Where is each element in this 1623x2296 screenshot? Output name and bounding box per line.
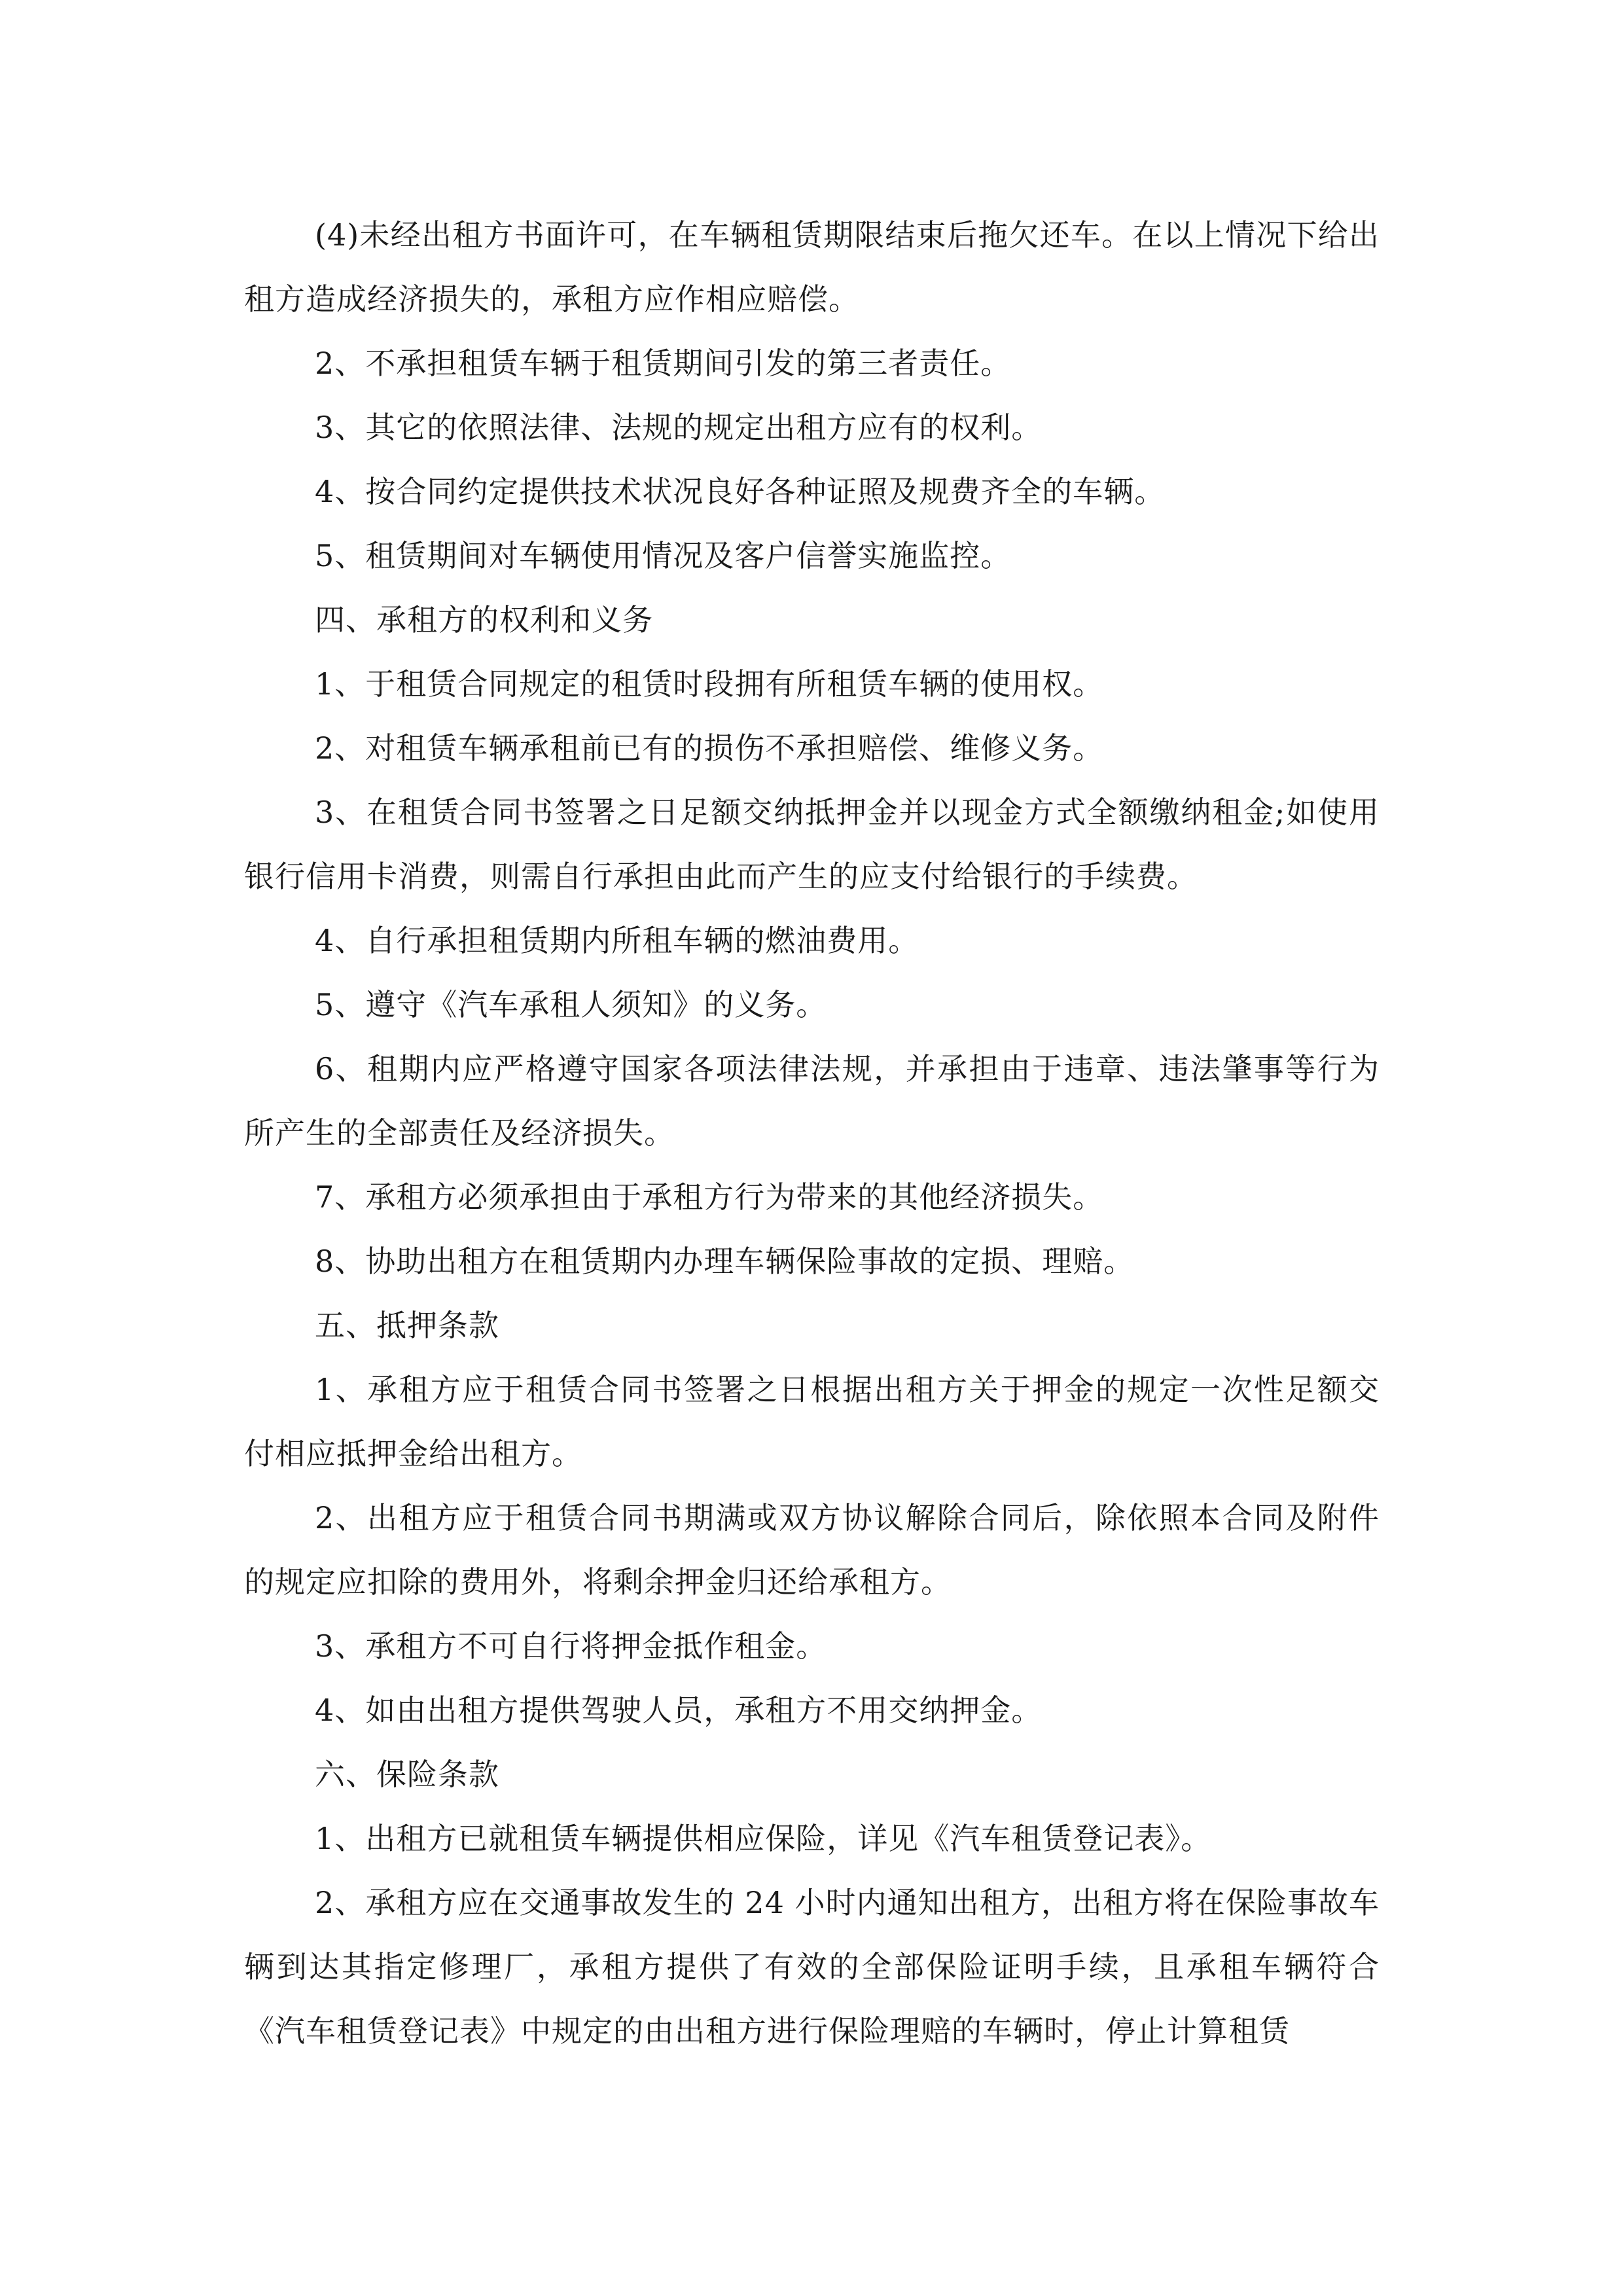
section-heading-insurance: 六、保险条款	[315, 1757, 499, 1792]
paragraph-other-losses: 7、承租方必须承担由于承租方行为带来的其他经济损失。	[315, 1179, 1104, 1215]
paragraph-deposit-lump-sum: 1、承租方应于租赁合同书签署之日根据出租方关于押金的规定一次性足额交付相应抵押金给出租方。	[244, 1372, 1380, 1471]
paragraph-deposit-not-rent: 3、承租方不可自行将押金抵作租金。	[315, 1628, 827, 1664]
document-page	[244, 203, 1380, 2063]
paragraph-deposit-payment: 3、在租赁合同书签署之日足额交纳抵押金并以现金方式全额缴纳租金;如使用银行信用卡消费，则需自行承担由此而产生的应支付给银行的手续费。	[244, 795, 1380, 894]
paragraph-lessee-notice: 5、遵守《汽车承租人须知》的义务。	[315, 987, 827, 1022]
section-heading-lessee-rights: 四、承租方的权利和义务	[315, 602, 653, 637]
paragraph-accident-notice: 2、承租方应在交通事故发生的 24 小时内通知出租方，出租方将在保险事故车辆到达其指定修理厂，承租方提供了有效的全部保险证明手续，且承租车辆符合《汽车租赁登记表》中规定的由出租方进行保险理赔的车辆时，停止计算租赁	[244, 1885, 1380, 2049]
paragraph-overdue-return: (4)未经出租方书面许可，在车辆租赁期限结束后拖欠还车。在以上情况下给出租方造成经济损失的，承租方应作相应赔偿。	[244, 217, 1380, 317]
paragraph-provide-vehicle: 4、按合同约定提供技术状况良好各种证照及规费齐全的车辆。	[315, 474, 1166, 509]
paragraph-monitoring: 5、租赁期间对车辆使用情况及客户信誉实施监控。	[315, 538, 1012, 573]
paragraph-third-party-liability: 2、不承担租赁车辆于租赁期间引发的第三者责任。	[315, 346, 1012, 381]
paragraph-prior-damage: 2、对租赁车辆承租前已有的损伤不承担赔偿、维修义务。	[315, 730, 1104, 766]
paragraph-insurance-provided: 1、出租方已就租赁车辆提供相应保险，详见《汽车租赁登记表》。	[315, 1821, 1212, 1856]
paragraph-other-rights: 3、其它的依照法律、法规的规定出租方应有的权利。	[315, 410, 1043, 445]
paragraph-fuel-cost: 4、自行承担租赁期内所租车辆的燃油费用。	[315, 923, 919, 958]
paragraph-obey-laws: 6、租期内应严格遵守国家各项法律法规，并承担由于违章、违法肇事等行为所产生的全部责任及经济损失。	[244, 1051, 1380, 1151]
paragraph-deposit-refund: 2、出租方应于租赁合同书期满或双方协议解除合同后，除依照本合同及附件的规定应扣除的费用外，将剩余押金归还给承租方。	[244, 1500, 1380, 1600]
paragraph-driver-no-deposit: 4、如由出租方提供驾驶人员，承租方不用交纳押金。	[315, 1693, 1043, 1728]
section-heading-deposit: 五、抵押条款	[315, 1308, 499, 1343]
paragraph-assist-claims: 8、协助出租方在租赁期内办理车辆保险事故的定损、理赔。	[315, 1244, 1135, 1279]
paragraph-usage-right: 1、于租赁合同规定的租赁时段拥有所租赁车辆的使用权。	[315, 666, 1104, 702]
